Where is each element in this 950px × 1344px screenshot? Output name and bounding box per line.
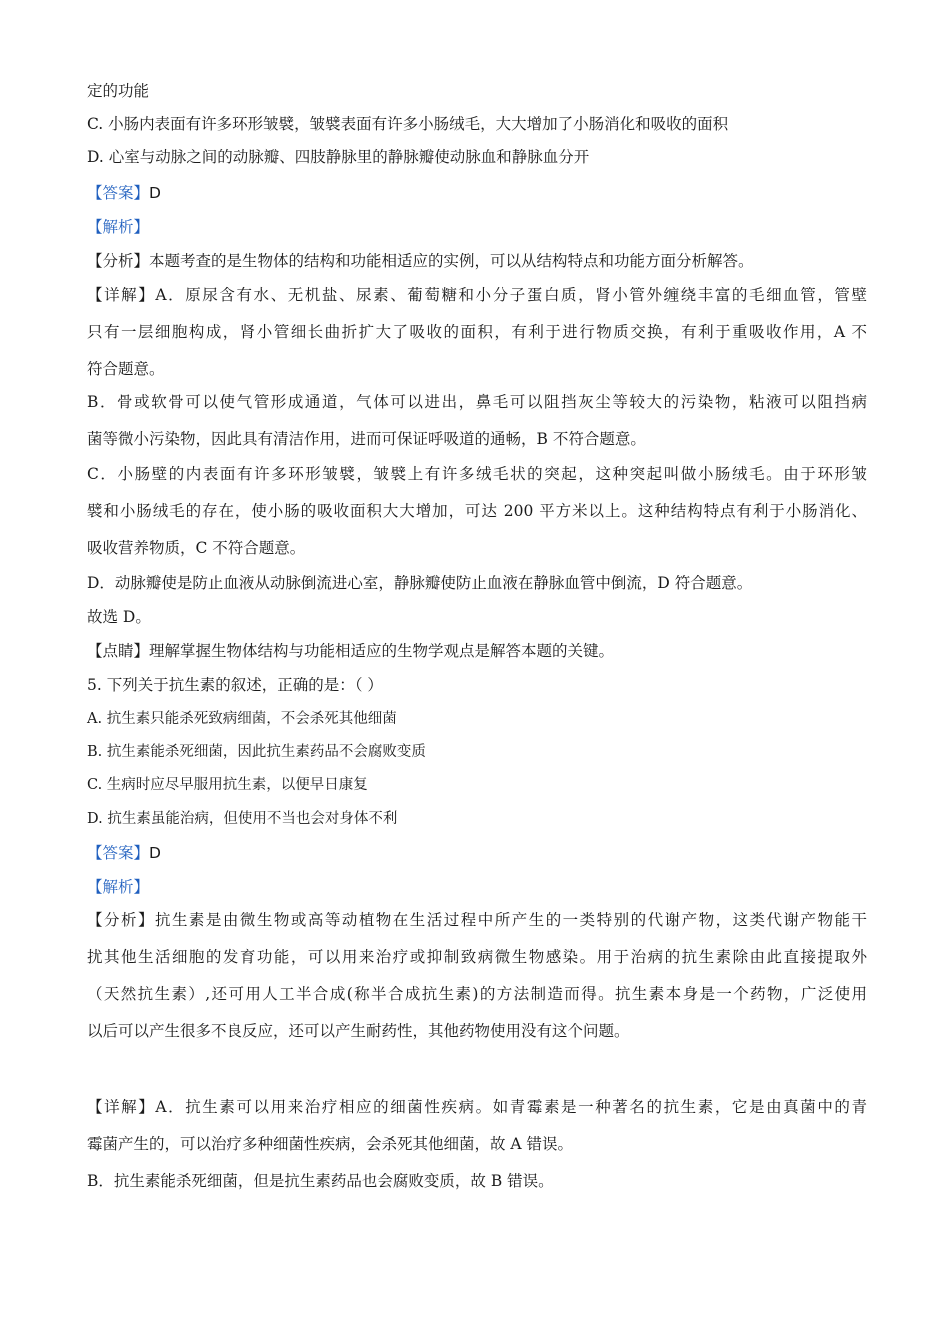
detail-line: 【详解】A．抗生素可以用来治疗相应的细菌性疾病。如青霉素是一种著名的抗生素，它是由真菌中的青 [87,1098,867,1116]
detail-line: D．动脉瓣使是防止血液从动脉倒流进心室，静脉瓣使防止血液在静脉血管中倒流，D 符合题意。 [87,574,753,592]
analysis-tag: 【解析】 [87,218,150,236]
analysis-line: 以后可以产生很多不良反应，还可以产生耐药性，其他药物使用没有这个问题。 [87,1022,630,1040]
detail-line: 菌等微小污染物，因此具有清洁作用，进而可保证呼吸道的通畅，B 不符合题意。 [87,430,646,448]
answer-tag: 【答案】 [87,184,150,202]
text-line: 定的功能 [87,82,150,100]
detail-line: C．小肠壁的内表面有许多环形皱襞，皱襞上有许多绒毛状的突起，这种突起叫做小肠绒毛。由于环形皱 [87,465,867,483]
option-c: C. 生病时应尽早服用抗生素，以便早日康复 [87,777,368,793]
analysis-line: 扰其他生活细胞的发育功能，可以用来治疗或抑制致病微生物感染。用于治病的抗生素除由此直接提取外 [87,948,867,966]
analysis-heading [87,217,867,237]
note-line: 【点睛】理解掌握生物体结构与功能相适应的生物学观点是解答本题的关键。 [87,642,615,660]
detail-line: 襞和小肠绒毛的存在，使小肠的吸收面积大大增加，可达 200 平方米以上。这种结构特点有利于小肠消化、 [87,502,867,520]
option-d-line: D. 心室与动脉之间的动脉瓣、四肢静脉里的静脉瓣使动脉血和静脉血分开 [87,148,590,166]
option-a: A. 抗生素只能杀死致病细菌，不会杀死其他细菌 [87,711,397,727]
analysis-heading [87,877,867,897]
detail-line: B．抗生素能杀死细菌，但是抗生素药品也会腐败变质，故 B 错误。 [87,1172,554,1190]
analysis-tag: 【解析】 [87,878,150,896]
analysis-line: 【分析】抗生素是由微生物或高等动植物在生活过程中所产生的一类特别的代谢产物，这类代谢产物能干 [87,911,867,929]
answer-value: D [149,184,161,202]
answer-line [87,183,867,203]
choice-line: 故选 D。 [87,608,151,626]
question-title: 5. 下列关于抗生素的叙述，正确的是：（ ） [87,676,383,694]
analysis-line: 【分析】本题考查的是生物体的结构和功能相适应的实例，可以从结构特点和功能方面分析解答。 [87,252,754,270]
answer-line [87,843,867,863]
detail-line: 【详解】A．原尿含有水、无机盐、尿素、葡萄糖和小分子蛋白质，肾小管外缠绕丰富的毛细血管，管壁 [87,286,867,304]
detail-line: 霉菌产生的，可以治疗多种细菌性疾病，会杀死其他细菌，故 A 错误。 [87,1135,574,1153]
option-c-line: C. 小肠内表面有许多环形皱襞，皱襞表面有许多小肠绒毛，大大增加了小肠消化和吸收的面积 [87,115,729,133]
detail-line: 吸收营养物质，C 不符合题意。 [87,539,306,557]
option-b: B. 抗生素能杀死细菌，因此抗生素药品不会腐败变质 [87,744,426,760]
detail-line: 只有一层细胞构成，肾小管细长曲折扩大了吸收的面积，有利于进行物质交换，有利于重吸收作用，A 不 [87,323,867,341]
detail-line: B．骨或软骨可以使气管形成通道，气体可以进出，鼻毛可以阻挡灰尘等较大的污染物，粘液可以阻挡病 [87,393,867,411]
answer-value: D [149,844,161,862]
answer-tag: 【答案】 [87,844,150,862]
option-d: D. 抗生素虽能治病，但使用不当也会对身体不利 [87,811,398,827]
analysis-line: （天然抗生素）,还可用人工半合成(称半合成抗生素)的方法制造而得。抗生素本身是一个药物，广泛使用 [87,985,867,1003]
detail-line: 符合题意。 [87,360,165,378]
